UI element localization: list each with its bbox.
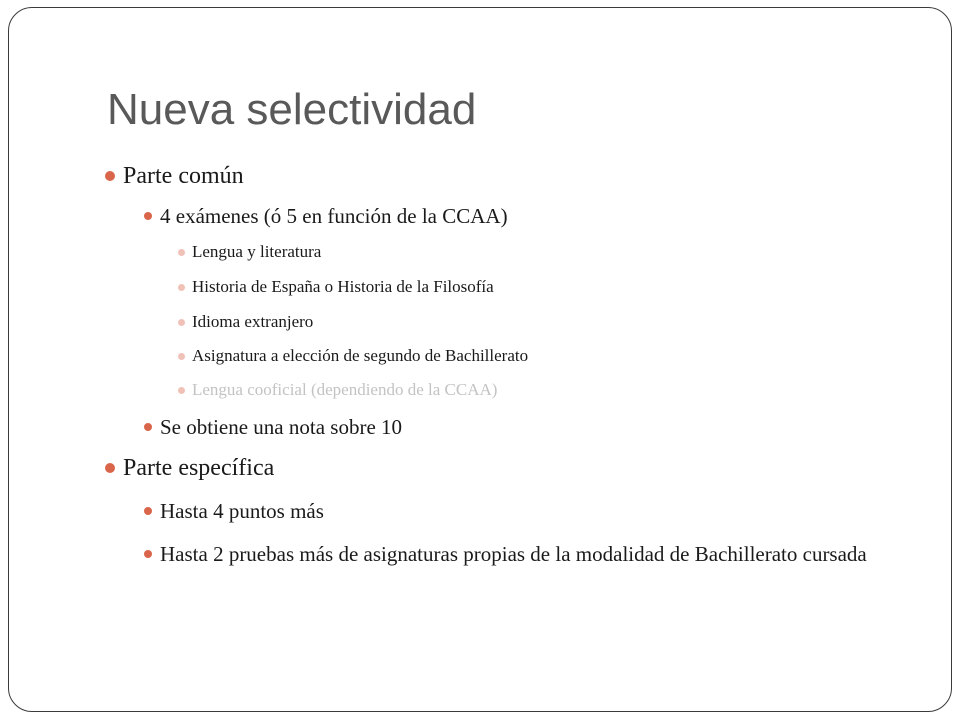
bullet-examenes-text: 4 exámenes (ó 5 en función de la CCAA) bbox=[160, 204, 508, 228]
bullet-examenes bbox=[160, 202, 508, 230]
bullet-dot-icon bbox=[105, 171, 115, 181]
bullet-parte-comun-text: Parte común bbox=[123, 163, 244, 189]
bullet-historia-text: Historia de España o Historia de la Filosofía bbox=[192, 277, 494, 296]
bullet-dot-icon bbox=[178, 387, 185, 394]
bullet-dot-icon bbox=[144, 507, 152, 515]
bullet-nota-text: Se obtiene una nota sobre 10 bbox=[160, 415, 403, 439]
bullet-dot-icon bbox=[144, 423, 152, 431]
bullet-parte-especifica-text: Parte específica bbox=[123, 455, 275, 481]
bullet-dot-icon bbox=[178, 284, 185, 291]
bullet-asignatura-eleccion bbox=[192, 344, 528, 368]
bullet-dot-icon bbox=[178, 249, 185, 256]
bullet-puntos-text: Hasta 4 puntos más bbox=[160, 499, 324, 523]
bullet-lengua-literatura-text: Lengua y literatura bbox=[192, 242, 322, 261]
bullet-idioma bbox=[192, 310, 313, 334]
bullet-dot-icon bbox=[105, 463, 115, 473]
bullet-parte-comun bbox=[123, 161, 244, 191]
bullet-asignatura-eleccion-text: Asignatura a elección de segundo de Bachillerato bbox=[192, 346, 529, 365]
bullet-historia bbox=[192, 275, 494, 299]
bullet-nota bbox=[160, 413, 402, 441]
bullet-parte-especifica bbox=[123, 453, 274, 483]
bullet-puntos bbox=[160, 497, 324, 525]
slide-title: Nueva selectividad bbox=[107, 85, 477, 134]
bullet-dot-icon bbox=[178, 353, 185, 360]
bullet-idioma-text: Idioma extranjero bbox=[192, 312, 314, 331]
bullet-lengua-cooficial bbox=[192, 378, 497, 402]
bullet-pruebas-text: Hasta 2 pruebas más de asignaturas propias de la modalidad de Bachillerato cursada bbox=[160, 542, 867, 566]
bullet-pruebas bbox=[160, 540, 900, 568]
bullet-dot-icon bbox=[144, 550, 152, 558]
bullet-dot-icon bbox=[178, 319, 185, 326]
bullet-dot-icon bbox=[144, 212, 152, 220]
bullet-lengua-cooficial-text: Lengua cooficial (dependiendo de la CCAA) bbox=[192, 380, 498, 399]
bullet-lengua-literatura bbox=[192, 240, 321, 264]
